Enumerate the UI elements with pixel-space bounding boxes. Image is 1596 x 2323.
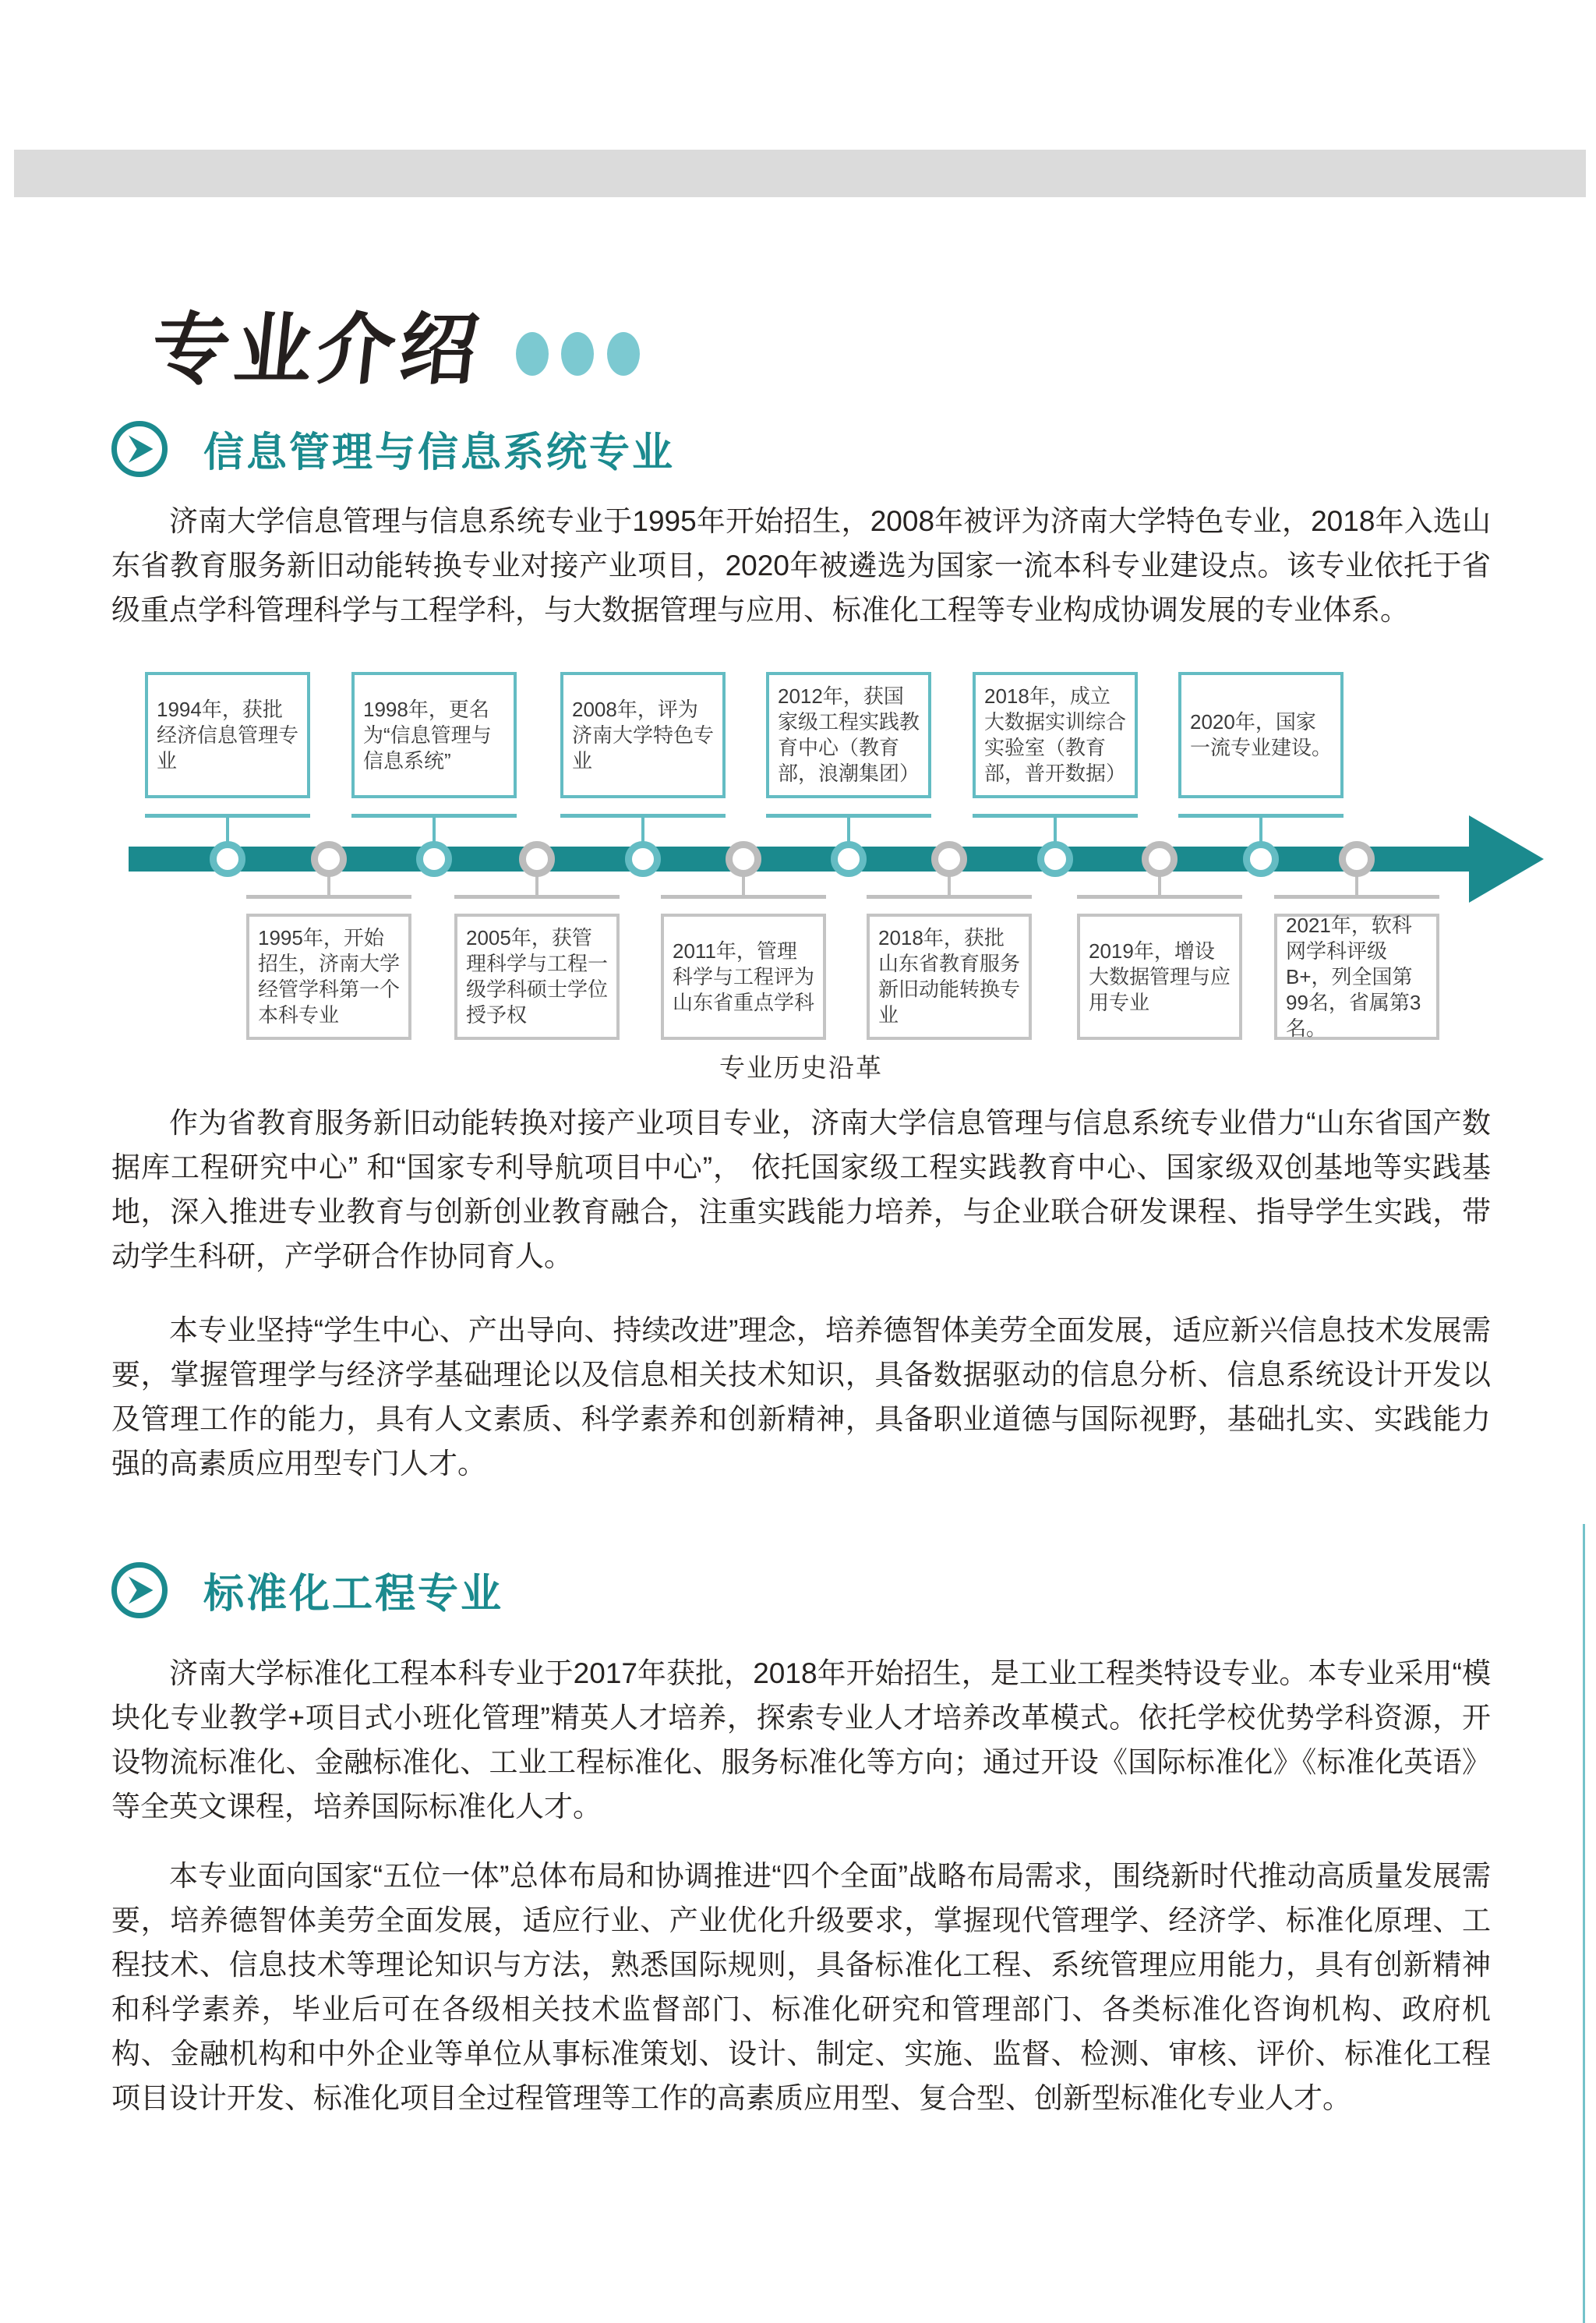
connector-line bbox=[1259, 818, 1262, 843]
connector-bracket bbox=[867, 895, 1032, 899]
section2-paragraph-2: 本专业面向国家“五位一体”总体布局和协调推进“四个全面”战略布局需求，围绕新时代推动高质量发展需要，培养德智体美劳全面发展，适应行业、产业优化升级要求，掌握现代管理学、经济学、标准化原理、工程技术、信息技术等理论知识与方法，熟悉国际规则，具备标准化工程、系统管理应用能力，具有创新精神和科学素养，毕业后可在各级相关技术监督部门、标准化研究和管理部门、各类标准化咨询机构、政府机构、金融机构和中外企业等单位从事标准策划、设计、制定、实施、监督、检测、审核、评价、标准化工程项目设计开发、标准化项目全过程管理等工作的高素质应用型、复合型、创新型标准化专业人才。 bbox=[111, 1860, 1491, 2114]
connector-bracket bbox=[1077, 895, 1242, 899]
page-title: 专业介绍 bbox=[147, 306, 487, 394]
connector-line bbox=[1054, 818, 1057, 843]
section1-paragraph-2: 作为省教育服务新旧动能转换对接产业项目专业，济南大学信息管理与信息系统专业借力“山东省国产数据库工程研究中心” 和“国家专利导航项目中心”， 依托国家级工程实践教育中心、国家级双创基地等实践基地，深入推进专业教育与创新创业教育融合，注重实践能力培养，与企业联合研发课程、指导学生实践，带动学生科研，产学研合作协同育人。 bbox=[111, 1107, 1491, 1272]
decor-dot-icon bbox=[607, 332, 640, 376]
timeline-top-box-2008: 2008年，评为济南大学特色专业 bbox=[560, 672, 726, 798]
connector-line bbox=[327, 875, 330, 896]
arrow-circle-icon bbox=[111, 421, 168, 477]
connector-line bbox=[948, 875, 951, 896]
section1-paragraph-1: 济南大学信息管理与信息系统专业于1995年开始招生，2008年被评为济南大学特色专业，2018年入选山东省教育服务新旧动能转换专业对接产业项目，2020年被遴选为国家一流本科专业建设点。该专业依托于省级重点学科管理科学与工程学科，与大数据管理与应用、标准化工程等专业构成协调发展的专业体系。 bbox=[111, 505, 1491, 626]
timeline-top-box-2018: 2018年，成立大数据实训综合实验室（教育部，普开数据） bbox=[973, 672, 1138, 798]
connector-bracket bbox=[1274, 895, 1439, 899]
connector-line bbox=[226, 818, 229, 843]
right-edge-rule bbox=[1583, 1524, 1585, 2323]
timeline-node-icon bbox=[931, 841, 967, 877]
connector-line bbox=[742, 875, 745, 896]
timeline-node-icon bbox=[1243, 841, 1279, 877]
timeline-node-icon bbox=[1339, 841, 1375, 877]
section2-heading: 标准化工程专业 bbox=[203, 1572, 504, 1617]
timeline-node-icon bbox=[625, 841, 661, 877]
section1-heading: 信息管理与信息系统专业 bbox=[203, 430, 676, 476]
connector-line bbox=[1158, 875, 1161, 896]
timeline-node-icon bbox=[416, 841, 452, 877]
timeline-top-box-2012: 2012年，获国家级工程实践教育中心（教育部，浪潮集团） bbox=[766, 672, 931, 798]
timeline-bottom-box-2019: 2019年，增设大数据管理与应用专业 bbox=[1077, 914, 1242, 1040]
section1-paragraph-3: 本专业坚持“学生中心、产出导向、持续改进”理念，培养德智体美劳全面发展，适应新兴信息技术发展需要，掌握管理学与经济学基础理论以及信息相关技术知识，具备数据驱动的信息分析、信息系统设计开发以及管理工作的能力，具有人文素质、科学素养和创新精神，具备职业道德与国际视野，基础扎实、实践能力强的高素质应用型专门人才。 bbox=[111, 1314, 1491, 1480]
timeline-bottom-box-2018: 2018年，获批山东省教育服务新旧动能转换专业 bbox=[867, 914, 1032, 1040]
connector-line bbox=[535, 875, 538, 896]
timeline-top-box-2020: 2020年，国家一流专业建设。 bbox=[1178, 672, 1344, 798]
section1-header bbox=[111, 419, 675, 478]
connector-line bbox=[1355, 875, 1358, 896]
decor-dot-icon bbox=[561, 332, 594, 376]
timeline-node-icon bbox=[726, 841, 761, 877]
section2-header bbox=[111, 1561, 503, 1619]
timeline-node-icon bbox=[1142, 841, 1178, 877]
connector-line bbox=[433, 818, 436, 843]
timeline-top-box-1994: 1994年，获批经济信息管理专业 bbox=[145, 672, 310, 798]
timeline-arrowhead-icon bbox=[1469, 815, 1544, 903]
timeline-node-icon bbox=[519, 841, 555, 877]
timeline-bottom-box-2021: 2021年，软科网学科评级B+，列全国第99名，省属第3名。 bbox=[1274, 914, 1439, 1040]
timeline-node-icon bbox=[311, 841, 347, 877]
timeline-bottom-box-2005: 2005年，获管理科学与工程一级学科硕士学位授予权 bbox=[454, 914, 620, 1040]
arrow-circle-icon bbox=[111, 1562, 168, 1618]
connector-line bbox=[847, 818, 850, 843]
timeline-node-icon bbox=[1037, 841, 1073, 877]
timeline-bottom-box-1995: 1995年，开始招生，济南大学经管学科第一个本科专业 bbox=[246, 914, 411, 1040]
timeline-bottom-box-2011: 2011年，管理科学与工程评为山东省重点学科 bbox=[661, 914, 826, 1040]
timeline-caption: 专业历史沿革 bbox=[719, 1053, 883, 1082]
connector-line bbox=[641, 818, 644, 843]
timeline-node-icon bbox=[831, 841, 867, 877]
top-gray-bar bbox=[14, 150, 1586, 197]
section2-paragraph-1: 济南大学标准化工程本科专业于2017年获批，2018年开始招生，是工业工程类特设专业。本专业采用“模块化专业教学+项目式小班化管理”精英人才培养，探索专业人才培养改革模式。依托学校优势学科资源，开设物流标准化、金融标准化、工业工程标准化、服务标准化等方向；通过开设《国际标准化》《标准化英语》等全英文课程，培养国际标准化人才。 bbox=[111, 1657, 1491, 1823]
decor-dot-icon bbox=[516, 332, 549, 376]
timeline-node-icon bbox=[210, 841, 245, 877]
connector-bracket bbox=[246, 895, 411, 899]
connector-bracket bbox=[454, 895, 620, 899]
connector-bracket bbox=[661, 895, 826, 899]
timeline-top-box-1998: 1998年，更名为“信息管理与信息系统” bbox=[351, 672, 517, 798]
